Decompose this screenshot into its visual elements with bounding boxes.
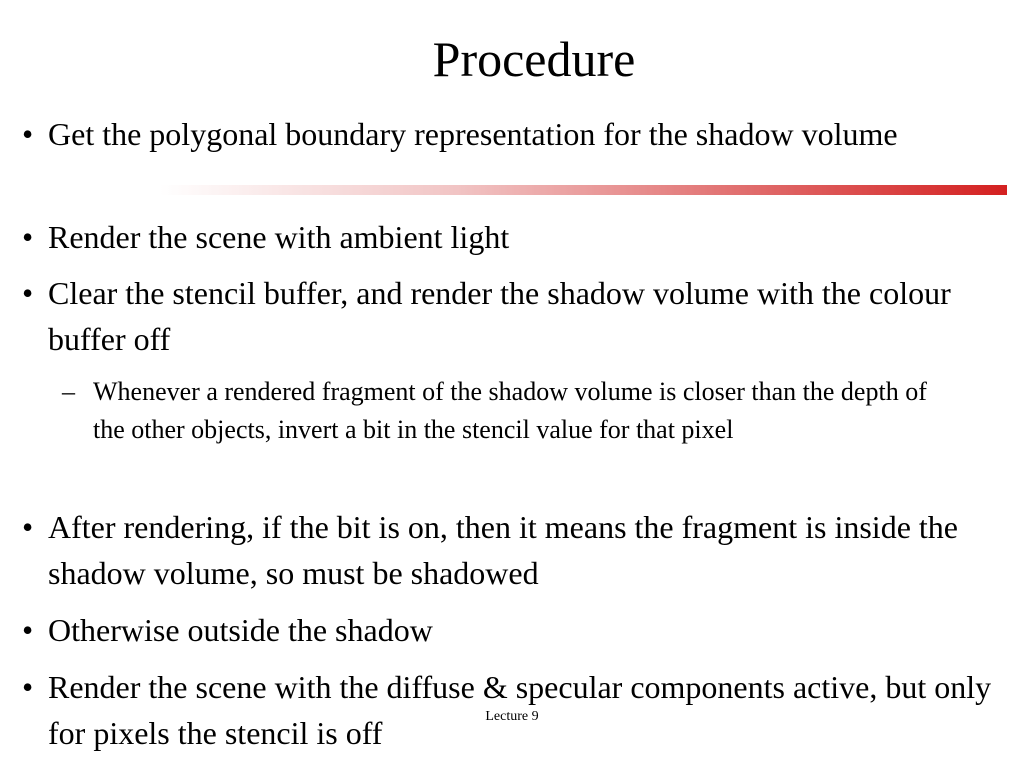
bullet-marker: • xyxy=(22,275,34,311)
bullet-item xyxy=(22,607,1007,653)
sub-bullet-marker: – xyxy=(62,377,75,406)
bullet-marker: • xyxy=(22,612,34,648)
sub-bullet-text: Whenever a rendered fragment of the shadow volume is closer than the depth of the other objects, invert a bit in the stencil value for that pixel xyxy=(93,377,927,444)
bullet-item xyxy=(22,270,1007,362)
bullet-marker: • xyxy=(22,509,34,545)
slide-title: Procedure xyxy=(432,31,636,87)
bullet-item xyxy=(22,214,1007,260)
bullet-marker: • xyxy=(22,219,34,255)
bullet-text: Get the polygonal boundary representation for the shadow volume xyxy=(48,116,898,152)
bullet-marker: • xyxy=(22,116,34,152)
bullet-text: Clear the stencil buffer, and render the shadow volume with the colour buffer off xyxy=(48,275,951,357)
bullet-marker: • xyxy=(22,669,34,705)
accent-bar xyxy=(160,185,1007,195)
bullet-text: Render the scene with the diffuse & specular components active, but only for pixels the stencil is off xyxy=(48,669,992,751)
slide-footer: Lecture 9 xyxy=(485,709,539,724)
bullet-text: Render the scene with ambient light xyxy=(48,219,510,255)
bullet-text: After rendering, if the bit is on, then it means the fragment is inside the shadow volume, so must be shadowed xyxy=(48,509,958,591)
sub-bullet-item xyxy=(62,373,962,449)
bullet-item xyxy=(22,504,1007,596)
bullet-item xyxy=(22,111,1007,157)
bullet-text: Otherwise outside the shadow xyxy=(48,612,433,648)
